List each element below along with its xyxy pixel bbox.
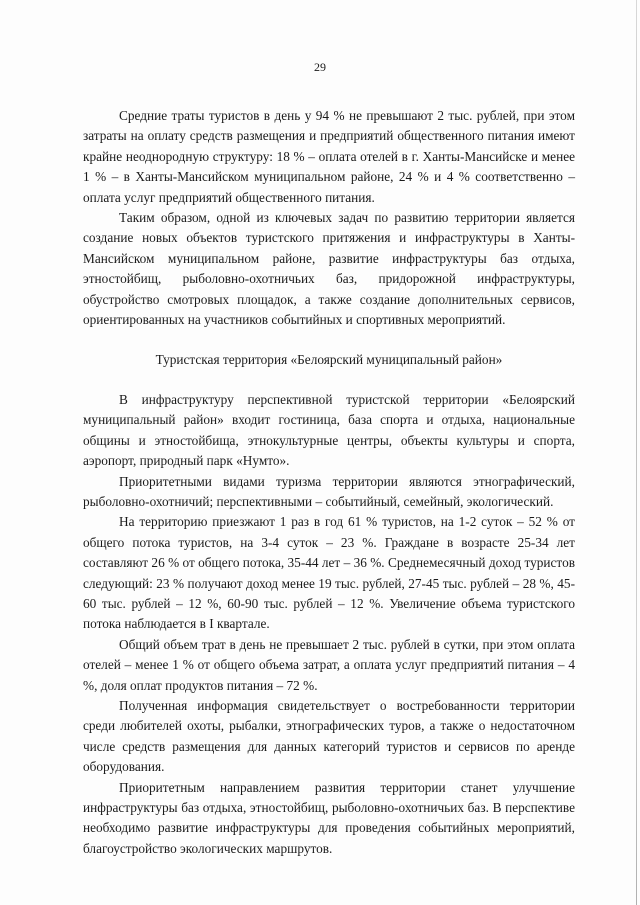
section-heading: Туристская территория «Белоярский муниципальный район»: [155, 352, 503, 368]
paragraph-development-direction: Приоритетным направлением развития территории станет улучшение инфраструктуры баз отдыха, этностойбищ, рыболовно-охотничьих баз. В перспективе необходимо развитие инфраструктуры для проведения событийных мероприятий, благоустройство экологических маршрутов.: [83, 779, 575, 856]
paragraph-average-spending: Средние траты туристов в день у 94 % не превышают 2 тыс. рублей, при этом затраты на оплату средств размещения и предприятий общественного питания имеют крайне неоднородную структуру: 18 % – оплата отелей в г. Ханты-Мансийске и менее 1 % – в Ханты-Мансийском муниципальном районе, 24 % и 4 % соответственно – оплата услуг предприятий общественного питания.: [83, 108, 575, 205]
paragraph-key-tasks: Таким образом, одной из ключевых задач по развитию территории является создание новых объектов туристского притяжения и инфраструктуры в Ханты-Мансийском муниципальном районе, развитие инфраструктуры баз отдыха, этностойбищ, рыболовно-охотничьих баз, придорожной инфраструктуры, обустройство смотровых площадок, а также создание дополнительных сервисов, ориентированных на участников событийных и спортивных мероприятий.: [83, 210, 575, 328]
paragraph-tourist-statistics: На территорию приезжают 1 раз в год 61 % туристов, на 1-2 суток – 52 % от общего потока туристов, на 3-4 суток – 23 %. Граждане в возрасте 25-34 лет составляют 26 % от общего потока, 35-44 лет – 36 %. Среднемесячный доход туристов следующий: 23 % получают доход менее 19 тыс. рублей, 27-45 тыс. рублей – 28 %, 45-60 тыс. рублей – 12 %, 60-90 тыс. рублей – 12 %. Увеличение объема туристского потока наблюдается в I квартале.: [83, 514, 575, 632]
paragraph-conclusions: Полученная информация свидетельствует о востребованности территории среди любителей охоты, рыбалки, этнографических туров, а также о недостаточном числе средств размещения для данных категорий туристов и сервисов по аренде оборудования.: [83, 697, 575, 775]
paragraph-priority-tourism-types: Приоритетными видами туризма территории являются этнографический, рыболовно-охотничий; перспективными – событийный, семейный, экологический.: [83, 473, 575, 509]
document-body: [83, 106, 575, 859]
page-number: 29: [314, 60, 326, 74]
page-edge-shadow: [636, 0, 637, 905]
paragraph-infrastructure: В инфраструктуру перспективной туристской территории «Белоярский муниципальный район» входит гостиница, база спорта и отдыха, национальные общины и этностойбища, этнокультурные центры, объекты культуры и спорта, аэропорт, природный парк «Нумто».: [83, 391, 575, 469]
paragraph-daily-spending: Общий объем трат в день не превышает 2 тыс. рублей в сутки, при этом оплата отелей – менее 1 % от общего объема затрат, а оплата услуг предприятий питания – 4 %, доля оплат продуктов питания – 72 %.: [83, 636, 575, 693]
